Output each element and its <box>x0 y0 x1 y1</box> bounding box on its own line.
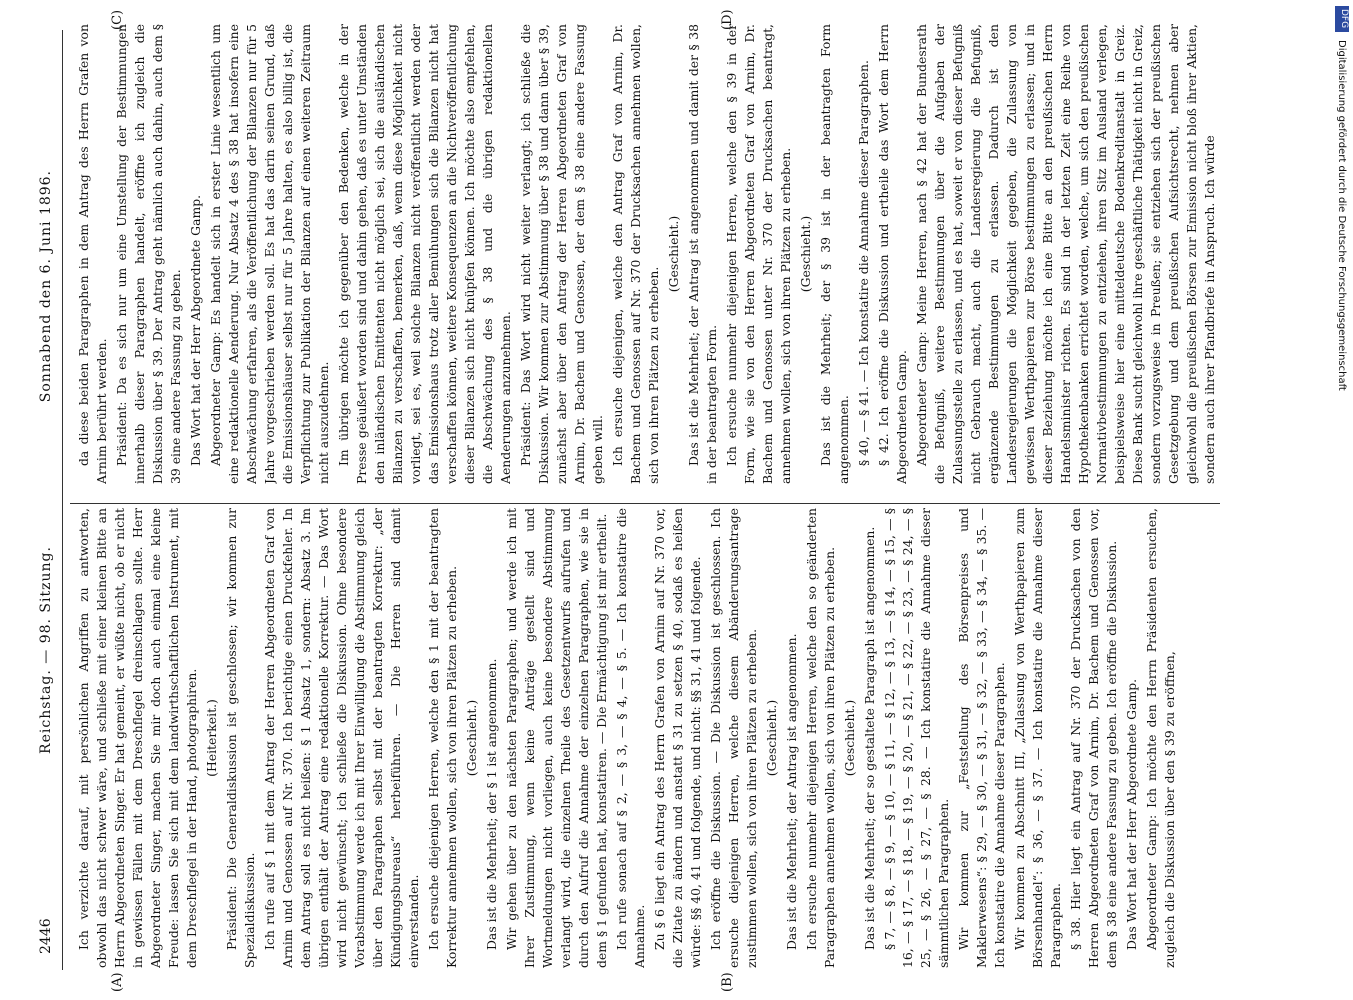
paragraph: (Heiterkeit.) <box>204 699 219 777</box>
paragraph: Ich eröffne die Diskussion. — Die Diskussion ist geschlossen. Ich ersuche diejenigen Herren, welche diesem Abänderungsantrage zustimmen wollen, sich von ihren Plätzen zu erheben. <box>708 508 759 968</box>
paragraph: Das Wort hat der Herr Abgeordnete Gamp. <box>188 194 203 466</box>
paragraph: (Geschieht.) <box>764 699 779 777</box>
column-divider <box>70 503 1220 504</box>
paragraph: Abgeordneter Gamp: Ich möchte den Herrn Präsidenten ersuchen, zugleich die Diskussion über den § 39 zu eröffnen, <box>1144 508 1177 968</box>
page-number: 2446 <box>38 918 54 954</box>
paragraph: § 42. Ich eröffne die Diskussion und ertheile das Wort dem Herrn Abgeordneten Gamp. <box>876 24 909 484</box>
header-date: Sonnabend den 6. Juni 1896. <box>38 170 54 403</box>
digitization-note <box>1333 40 1349 440</box>
paragraph: Das ist die Mehrheit; der so gestaltete Paragraph ist angenommen. <box>862 526 877 950</box>
paragraph: Wir gehen über zu den nächsten Paragraphen; und werde ich mit Ihrer Zustimmung, wenn keine Anträge gestellt sind und Wortmeldungen nicht vorliegen, auch keine besondere Abstimmung verlangt wird, die einzelnen Theile des Gesetzentwurfs aufrufen und durch den Aufruf die Annahme der einzelnen Paragraphen, wie sie in dem § 1 gefunden hat, konstatiren. — Die Ermächtigung ist mir ertheilt. <box>504 508 609 968</box>
paragraph: Ich rufe sonach auf § 2, — § 3, — § 4, — § 5. — Ich konstatire die Annahme. <box>614 508 647 968</box>
paragraph: Wir kommen zur „Feststellung des Börsenpreises und Maklerwesens“: § 29, — § 30, — § 31, — § 32, — § 33, — § 34, — § 35. — Ich konstatire die Annahme dieser Paragraphen. <box>956 508 1007 968</box>
paragraph: Ich verzichte darauf, mit persönlichen Angriffen zu antworten, obwohl das nicht schwer wäre, und schließe mit einer kleinen Bitte an Herrn Abgeordneten Singer. Er hat gemeint, er wüßte nicht, ob er nicht in gewissen Fällen mit dem Dreschflegel dreinschlagen sollte. Herr Abgeordneter Singer, machen Sie mir doch auch einmal eine kleine Freude: lassen Sie sich mit dem landwirthschaftlichen Instrument, mit dem Dreschflegel in der Hand, photographiren. <box>76 508 199 968</box>
header-rule <box>62 30 63 970</box>
paragraph: Präsident: Die Generaldiskussion ist geschlossen; wir kommen zur Spezialdiskussion. <box>224 508 257 968</box>
header-title: Reichstag. — 98. Sitzung. <box>38 546 54 754</box>
paragraph: Ich ersuche nunmehr diejenigen Herren, welche den so geänderten Paragraphen annehmen wollen, sich von ihren Plätzen zu erheben. <box>804 508 837 968</box>
paragraph: Das Wort hat der Herr Abgeordnete Gamp. <box>1124 678 1139 950</box>
paragraph: Im übrigen möchte ich gegenüber den Bedenken, welche in der Presse geäußert worden sind und dahin gehen, daß es unter Umständen den inländischen Emittenten nicht möglich sei, sich die ausländischen Bilanzen zu verschaffen, bemerken, daß, wenn diese Möglichkeit nicht vorliegt, sei es, weil solche Bilanzen nicht veröffentlicht werden oder das Emissionshaus trotz aller Bemühungen sich die Bilanzen nicht hat verschaffen können, weitere Konsequenzen an die Nichtveröffentlichung dieser Bilanzen sich nicht knüpfen können. Ich möchte also empfehlen, die Abschwächung des § 38 und die übrigen redaktionellen Aenderungen anzunehmen. <box>336 24 513 484</box>
paragraph: Wir kommen zu Abschnitt III, „Zulassung von Werthpapieren zum Börsenhandel“: § 36, — § 37. — Ich konstatire die Annahme dieser Paragraphen. <box>1012 508 1063 968</box>
paragraph: Das ist die Mehrheit; der § 1 ist angenommen. <box>484 658 499 950</box>
margin-marker-b: (B) <box>720 972 735 992</box>
digitization-text: Digitalisierung gefördert durch die Deutsche Forschungsgemeinschaft <box>1336 40 1347 391</box>
margin-marker-c: (C) <box>110 9 125 30</box>
left-column <box>75 508 1225 968</box>
paragraph: (Geschieht.) <box>798 215 813 293</box>
paragraph: Abgeordneter Gamp: Es handelt sich in erster Linie wesentlich um eine redaktionelle Aenderung. Nur Absatz 4 des § 38 hat insofern eine Abschwächung erfahren, als die Veröffentlichung der Bilanzen nur für 5 Jahre vorgeschrieben werden soll. Es hat das darin seinen Grund, daß die Emissionshäuser selbst nur für 5 Jahre halten, es also billig ist, die Verpflichtung zur Publikation der Bilanzen auf einen weiteren Zeitraum nicht auszudehnen. <box>208 24 331 484</box>
paragraph: § 38. Hier liegt ein Antrag auf Nr. 370 der Drucksachen von den Herren Abgeordneten Graf von Arnim, Dr. Bachem und Genossen vor, dem § 38 eine andere Fassung zu geben. Ich eröffne die Diskussion. <box>1068 508 1119 968</box>
paragraph: (Geschieht.) <box>666 215 681 293</box>
paragraph: Präsident: Das Wort wird nicht weiter verlangt; ich schließe die Diskussion. Wir kommen zur Abstimmung über § 38 und dann über § 39, zunächst aber über den Antrag der Herren Abgeordneten Graf von Arnim, Dr. Bachem und Genossen, der dem § 38 eine andere Fassung geben will. <box>518 24 605 484</box>
paragraph: § 7, — § 8, — § 9, — § 10, — § 11, — § 12, — § 13, — § 14, — § 15, — § 16, — § 17, — § 18, — § 19, — § 20, — § 21, — § 22, — § 23, — § 24, — § 25, — § 26, — § 27, — § 28. — Ich konstatire die Annahme dieser sämmtlichen Paragraphen. <box>882 508 951 968</box>
paragraph: Ich ersuche nunmehr diejenigen Herren, welche den § 39 in der Form, wie sie von den Herren Abgeordneten Graf von Arnim, Dr. Bachem und Genossen unter Nr. 370 der Drucksachen beantragt, annehmen wollen, sich von ihren Plätzen zu erheben. <box>724 24 793 484</box>
paragraph: Das ist die Mehrheit; der § 39 ist in der beantragten Form angenommen. <box>818 24 851 484</box>
paragraph: Das ist die Mehrheit; der Antrag ist angenommen. <box>784 633 799 950</box>
paragraph: Präsident: Da es sich nur um eine Umstellung der Bestimmungen innerhalb dieser Paragraphen handelt, eröffne ich zugleich die Diskussion über § 39. Der Antrag geht nämlich auch dahin, auch dem § 39 eine andere Fassung zu geben. <box>114 24 183 484</box>
dfg-badge: DFG <box>1335 6 1349 32</box>
right-column <box>75 24 1225 484</box>
paragraph: Ich rufe auf § 1 mit dem Antrag der Herren Abgeordneten Graf von Arnim und Genossen auf Nr. 370. Ich berichtige einen Druckfehler. In dem Antrag soll es nicht heißen: § 1 Absatz 1, sondern: Absatz 3. Im übrigen enthält der Antrag eine redaktionelle Korrektur. — Das Wort wird nicht gewünscht; ich schließe die Diskussion. Ohne besondere Vorabstimmung werde ich mit Ihrer Einwilligung die Abstimmung gleich über den Paragraphen selbst mit der beantragten Korrektur: „der Kündigungsbureaus“ herbeiführen. — Die Herren sind damit einverstanden. <box>262 508 421 968</box>
paragraph: Ich ersuche diejenigen, welche den Antrag Graf von Arnim, Dr. Bachem und Genossen auf Nr. 370 der Drucksachen annehmen wollen, sich von ihren Plätzen zu erheben. <box>610 24 661 484</box>
paragraph: da diese beiden Paragraphen in dem Antrag des Herrn Grafen von Arnim berührt werden. <box>76 24 109 484</box>
paragraph: (Geschieht.) <box>464 699 479 777</box>
margin-marker-d: (D) <box>720 9 735 30</box>
paragraph: § 40, — § 41. — Ich konstatire die Annahme dieser Paragraphen. <box>856 60 871 466</box>
margin-marker-a: (A) <box>110 972 125 992</box>
paragraph: Zu § 6 liegt ein Antrag des Herrn Grafen von Arnim auf Nr. 370 vor, die Zitate zu ändern und anstatt § 31 zu setzen § 40, sodaß es heißen würde: §§ 40, 41 und folgende, und nicht: §§ 31, 41 und folgende. <box>652 508 703 968</box>
paragraph: Das ist die Mehrheit; der Antrag ist angenommen und damit der § 38 in der beantragten Form. <box>686 24 719 484</box>
paragraph: Abgeordneter Gamp: Meine Herren, nach § 42 hat der Bundesrath die Befugniß, weitere Bestimmungen über die Aufgaben der Zulassungsstelle zu erlassen, und es hat, soweit er von dieser Befugniß nicht Gebrauch macht, auch die Landesregierung die Befugniß, ergänzende Bestimmungen zu erlassen. Dadurch ist den Landesregierungen die Möglichkeit gegeben, die Zulassung von gewissen Werthpapieren zur Börse bestimmungen zu erlassen; und in dieser Beziehung möchte ich eine Bitte an den preußischen Herrn Handelsminister richten. Es sind in der letzten Zeit eine Reihe von Hypothekenbanken errichtet worden, welche, um sich den preußischen Normativbestimmungen zu entziehen, ihren Sitz im Ausland verlegen, beispielsweise hier eine mitteldeutsche Bodenkreditanstalt in Greiz. Diese Bank sucht gleichwohl ihre geschäftliche Thätigkeit nicht in Greiz, sondern vorzugsweise in Preußen; sie entziehen sich der preußischen Gesetzgebung und dem preußischen Aufsichtsrecht, nehmen aber gleichwohl die preußischen Börsen zur Emission nicht bloß ihrer Aktien, sondern auch ihrer Pfandbriefe in Anspruch. Ich würde <box>914 24 1217 484</box>
paragraph: (Geschieht.) <box>842 699 857 777</box>
paragraph: Ich ersuche diejenigen Herren, welche den § 1 mit der beantragten Korrektur annehmen wollen, sich von ihren Plätzen zu erheben. <box>426 508 459 968</box>
